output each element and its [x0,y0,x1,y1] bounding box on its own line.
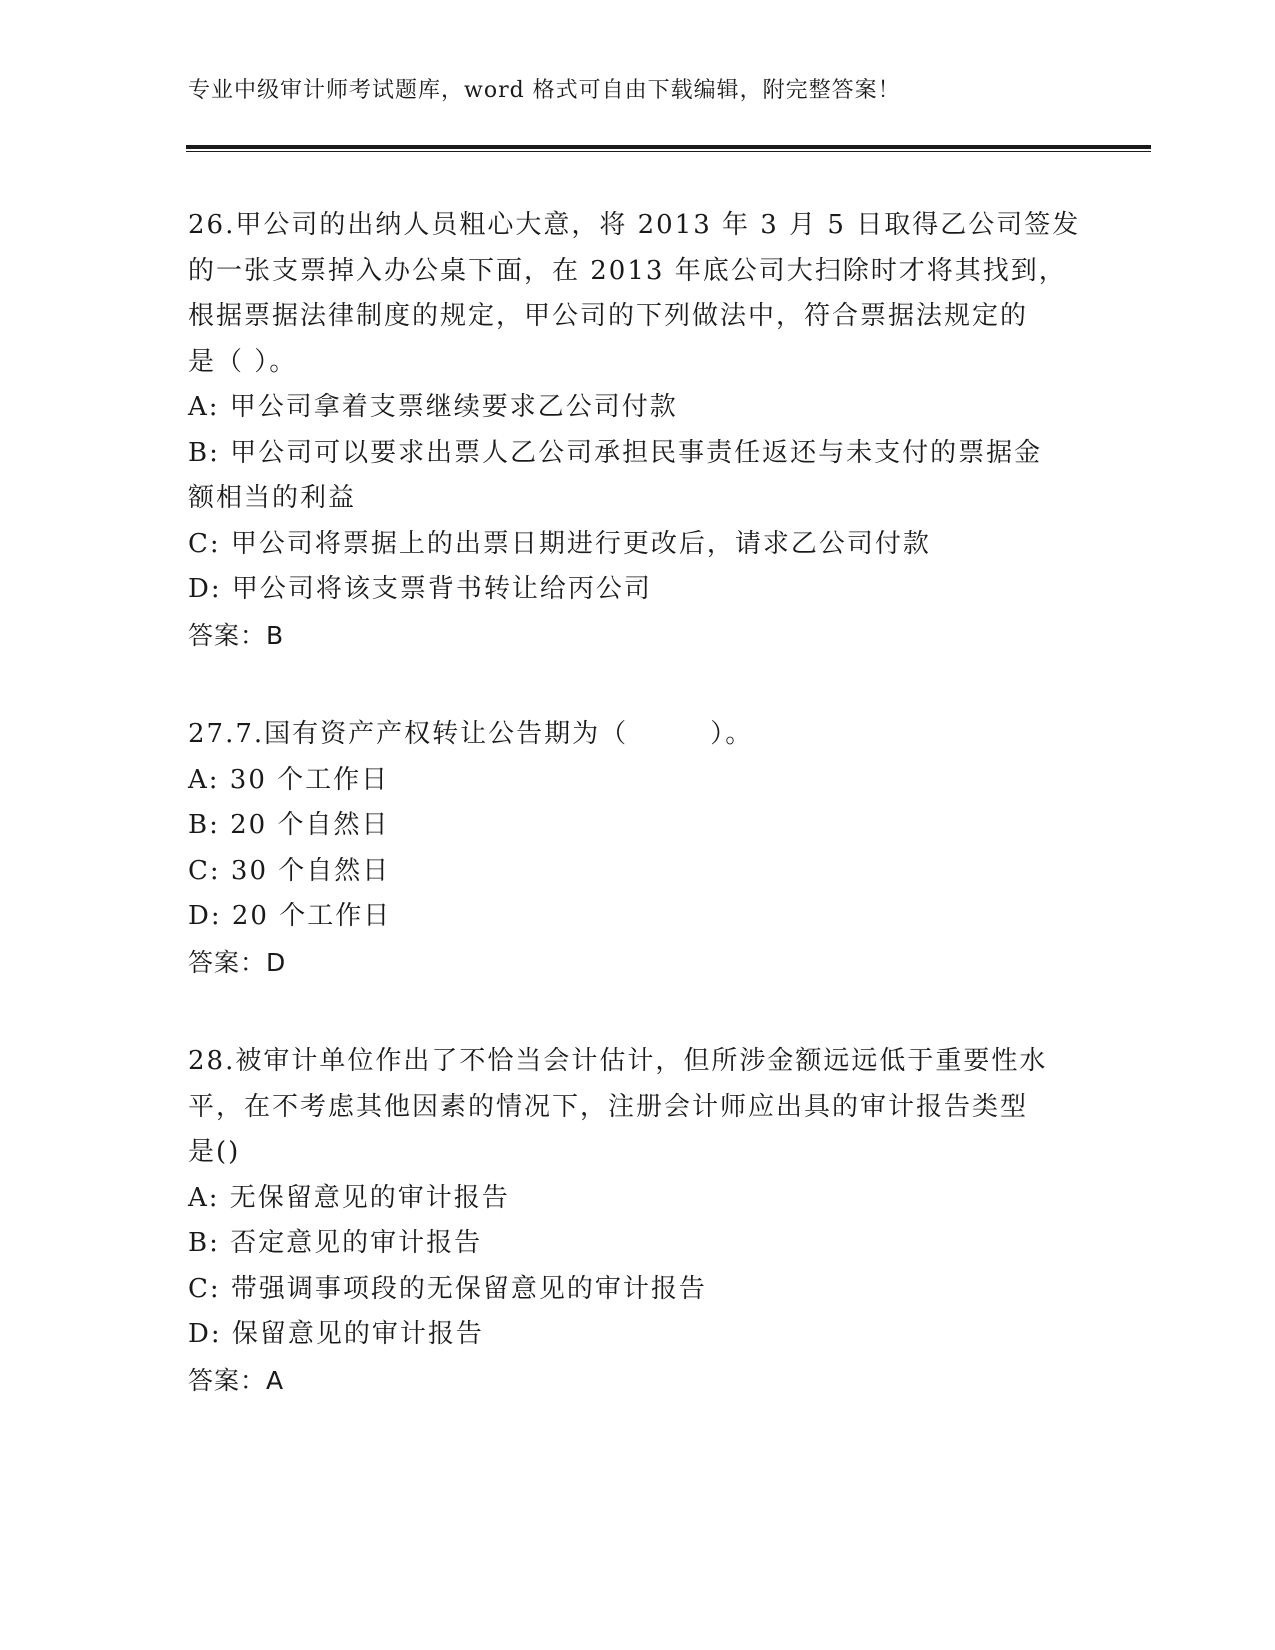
question-28 [188,1039,1088,1403]
option-a: A: 无保留意见的审计报告 [188,1182,510,1213]
question-stem-line: 是() [188,1137,241,1167]
option-b: B: 20 个自然日 [188,810,390,840]
header-divider-thick [186,145,1151,149]
question-list [188,203,1088,1457]
answer-line: 答案：D [188,947,287,977]
question-stem-line: 的一张支票掉入办公桌下面，在 2013 年底公司大扫除时才将其找到， [188,255,1067,286]
answer-line: 答案：B [188,620,285,650]
option-d: D: 20 个工作日 [188,901,392,931]
option-d: D: 保留意见的审计报告 [188,1319,484,1349]
question-stem-line: 26.甲公司的出纳人员粗心大意，将 2013 年 3 月 5 日取得乙公司签发 [188,210,1081,240]
option-b: B: 否定意见的审计报告 [188,1228,483,1258]
question-stem-line: 根据票据法律制度的规定，甲公司的下列做法中，符合票据法规定的 [188,301,1029,331]
question-stem-line: 27.7.国有资产产权转让公告期为（ ）。 [188,719,754,749]
question-26 [188,203,1088,658]
option-c: C: 30 个自然日 [188,855,391,886]
question-stem-line: 平，在不考虑其他因素的情况下，注册会计师应出具的审计报告类型 [188,1091,1029,1122]
option-b-continued: 额相当的利益 [188,483,357,513]
option-d: D: 甲公司将该支票背书转让给丙公司 [188,574,652,604]
question-stem-line: 是（ ）。 [188,346,298,377]
option-b: B: 甲公司可以要求出票人乙公司承担民事责任返还与未支付的票据金 [188,437,1043,468]
question-stem-line: 28.被审计单位作出了不恰当会计估计，但所涉金额远远低于重要性水 [188,1046,1048,1076]
document-header: 专业中级审计师考试题库，word 格式可自由下载编辑，附完整答案！ [188,78,901,103]
header-divider-thin [186,151,1151,152]
option-c: C: 带强调事项段的无保留意见的审计报告 [188,1273,707,1304]
option-a: A: 甲公司拿着支票继续要求乙公司付款 [188,392,678,422]
answer-line: 答案：A [188,1365,285,1395]
question-27 [188,712,1088,985]
option-a: A: 30 个工作日 [188,764,390,795]
option-c: C: 甲公司将票据上的出票日期进行更改后，请求乙公司付款 [188,528,931,559]
